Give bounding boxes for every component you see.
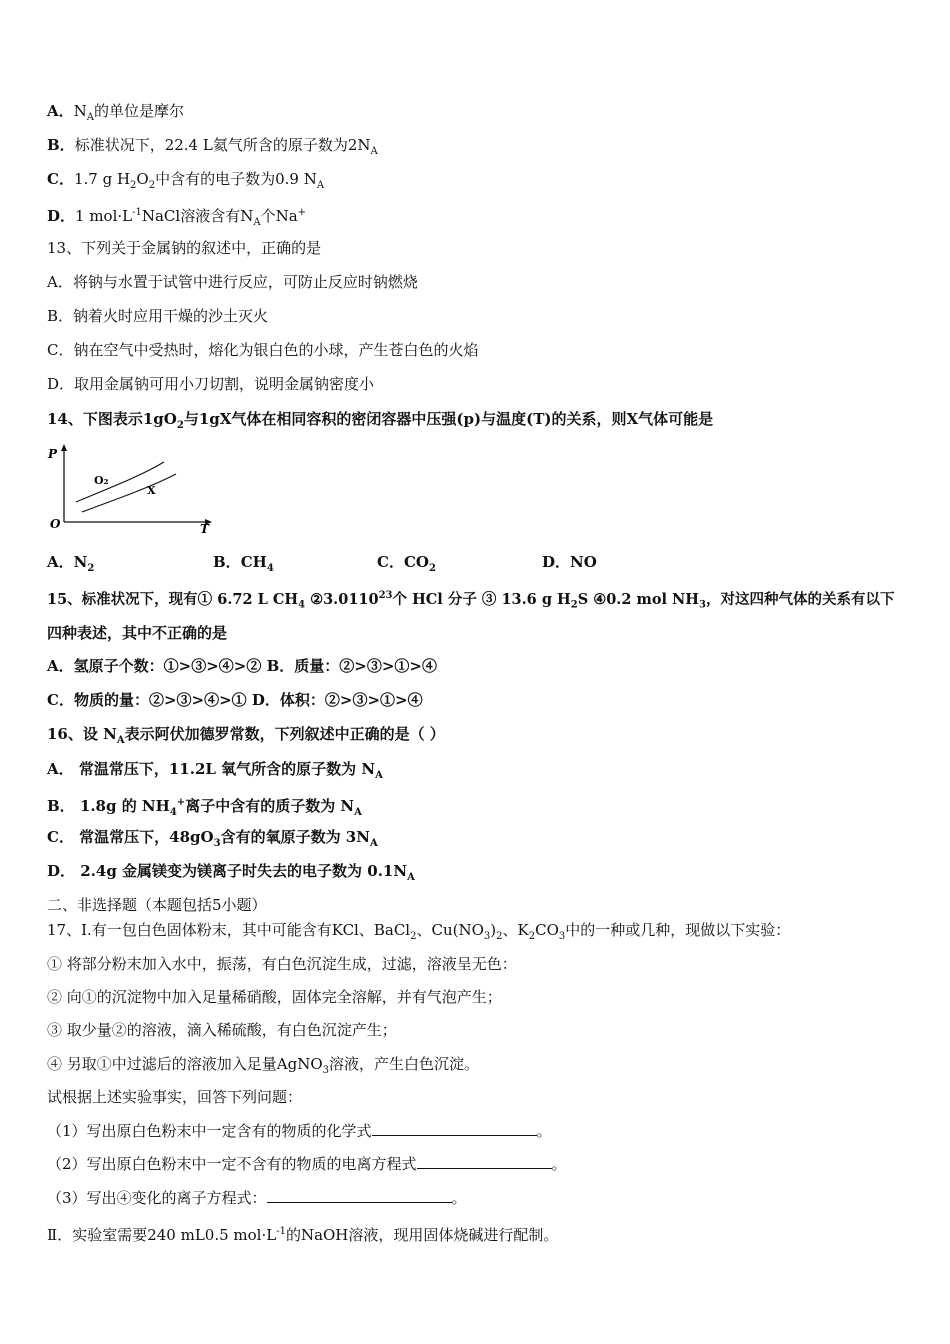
section-heading: 二、非选择题（本题包括5小题） [47,896,267,914]
q13-stem: 13、下列关于金属钠的叙述中，正确的是 [47,239,322,257]
q14-option-d: D．NO [542,553,597,571]
q14-option-c: C．$CO_2$ [377,553,436,574]
y-axis-label: P [48,447,58,461]
o2-curve-label: O₂ [94,474,109,487]
q12-option-d: D．1 $mol\cdot L^{-1}NaCl$溶液含有$N_A$个Na+ [47,207,307,228]
q17-subquestion-3: （3）写出④变化的离子方程式： 。 [47,1189,467,1207]
q16-option-d: D． 2.4g 金属镁变为镁离子时失去的电子数为 $0.1N_A$ [47,862,415,883]
q12-option-a: A．$N_A$的单位是摩尔 [47,102,185,123]
q13-option-b: B．钠着火时应用干燥的沙土灭火 [47,307,269,325]
q17-step-2: ② 向①的沉淀物中加入足量稀硝酸，固体完全溶解，并有气泡产生； [47,988,502,1006]
q17-subquestion-2: （2）写出原白色粉末中一定不含有的物质的电离方程式 。 [47,1155,567,1173]
q16-stem: 16、设 $N_A$表示阿伏加德罗常数，下列叙述中正确的是（ ） [47,725,445,746]
q15-stem: 15、标准状况下，现有① 6.72 L $CH_4$ ②3.0110$^{23}$个 HCl 分子 ③ 13.6 g $H_2S$ ④0.2 mol $NH_3$，对这四种气体的关系有以下 [47,590,895,611]
q13-option-c: C．钠在空气中受热时，熔化为银白色的小球，产生苍白色的火焰 [47,341,479,359]
q17-step-3: ③ 取少量②的溶液，滴入稀硫酸，有白色沉淀产生； [47,1021,397,1039]
q17-part-2: Ⅱ．实验室需要240 mL0.5 $mol\cdot L^{-1}$的NaOH溶液，现用固体烧碱进行配制。 [47,1226,559,1244]
answer-blank-3[interactable] [267,1188,452,1203]
x-curve-label: X [147,484,156,497]
q14-option-b: B．$CH_4$ [213,553,274,574]
q17-step-1: ① 将部分粉末加入水中，振荡，有白色沉淀生成，过滤，溶液呈无色： [47,955,517,973]
q17-subquestion-1: （1）写出原白色粉末中一定含有的物质的化学式 。 [47,1122,552,1140]
q15-options-cd: C．物质的量：②>③>④>① D．体积：②>③>①>④ [47,691,423,709]
q15-stem-line2: 四种表述，其中不正确的是 [47,624,228,642]
q14-stem: 14、下图表示$1gO_2$与1gX气体在相同容积的密闭容器中压强(p)与温度(T)的关系，则X气体可能是 [47,410,714,431]
q13-option-d: D．取用金属钠可用小刀切割，说明金属钠密度小 [47,375,375,393]
q17-prompt: 试根据上述实验事实，回答下列问题： [47,1088,303,1106]
y-axis-arrow [61,444,67,451]
q16-option-c: C． 常温常压下，$48gO_3$含有的氧原子数为 $3N_A$ [47,828,378,849]
q16-option-b: B． 1.8g 的 $NH_4^+$离子中含有的质子数为 $N_A$ [47,797,362,818]
pressure-temperature-graph [44,442,220,534]
q12-option-c: C．1.7 g $H_2O_2$中含有的电子数为0.9 $N_A$ [47,170,325,191]
answer-blank-1[interactable] [372,1121,537,1136]
q13-option-a: A．将钠与水置于试管中进行反应，可防止反应时钠燃烧 [47,273,418,291]
answer-blank-2[interactable] [417,1154,552,1169]
q14-option-a: A．$N_2$ [47,553,95,574]
x-axis-label: T [200,522,209,534]
q15-options-ab: A．氢原子个数：①>③>④>② B．质量：②>③>①>④ [47,657,437,675]
origin-label: O [50,517,61,531]
q16-option-a: A． 常温常压下，11.2L 氧气所含的原子数为 $N_A$ [47,760,383,781]
q17-step-4: ④ 另取①中过滤后的溶液加入足量AgNO$_3$溶液，产生白色沉淀。 [47,1055,480,1076]
q12-option-b: B．标准状况下，22.4 L氦气所含的原子数为$2N_A$ [47,136,378,157]
q17-stem: 17、Ⅰ.有一包白色固体粉末，其中可能含有KCl、BaCl$_2$、$Cu(NO_3)_2$、$K_2CO_3$中的一种或几种，现做以下实验： [47,921,791,942]
